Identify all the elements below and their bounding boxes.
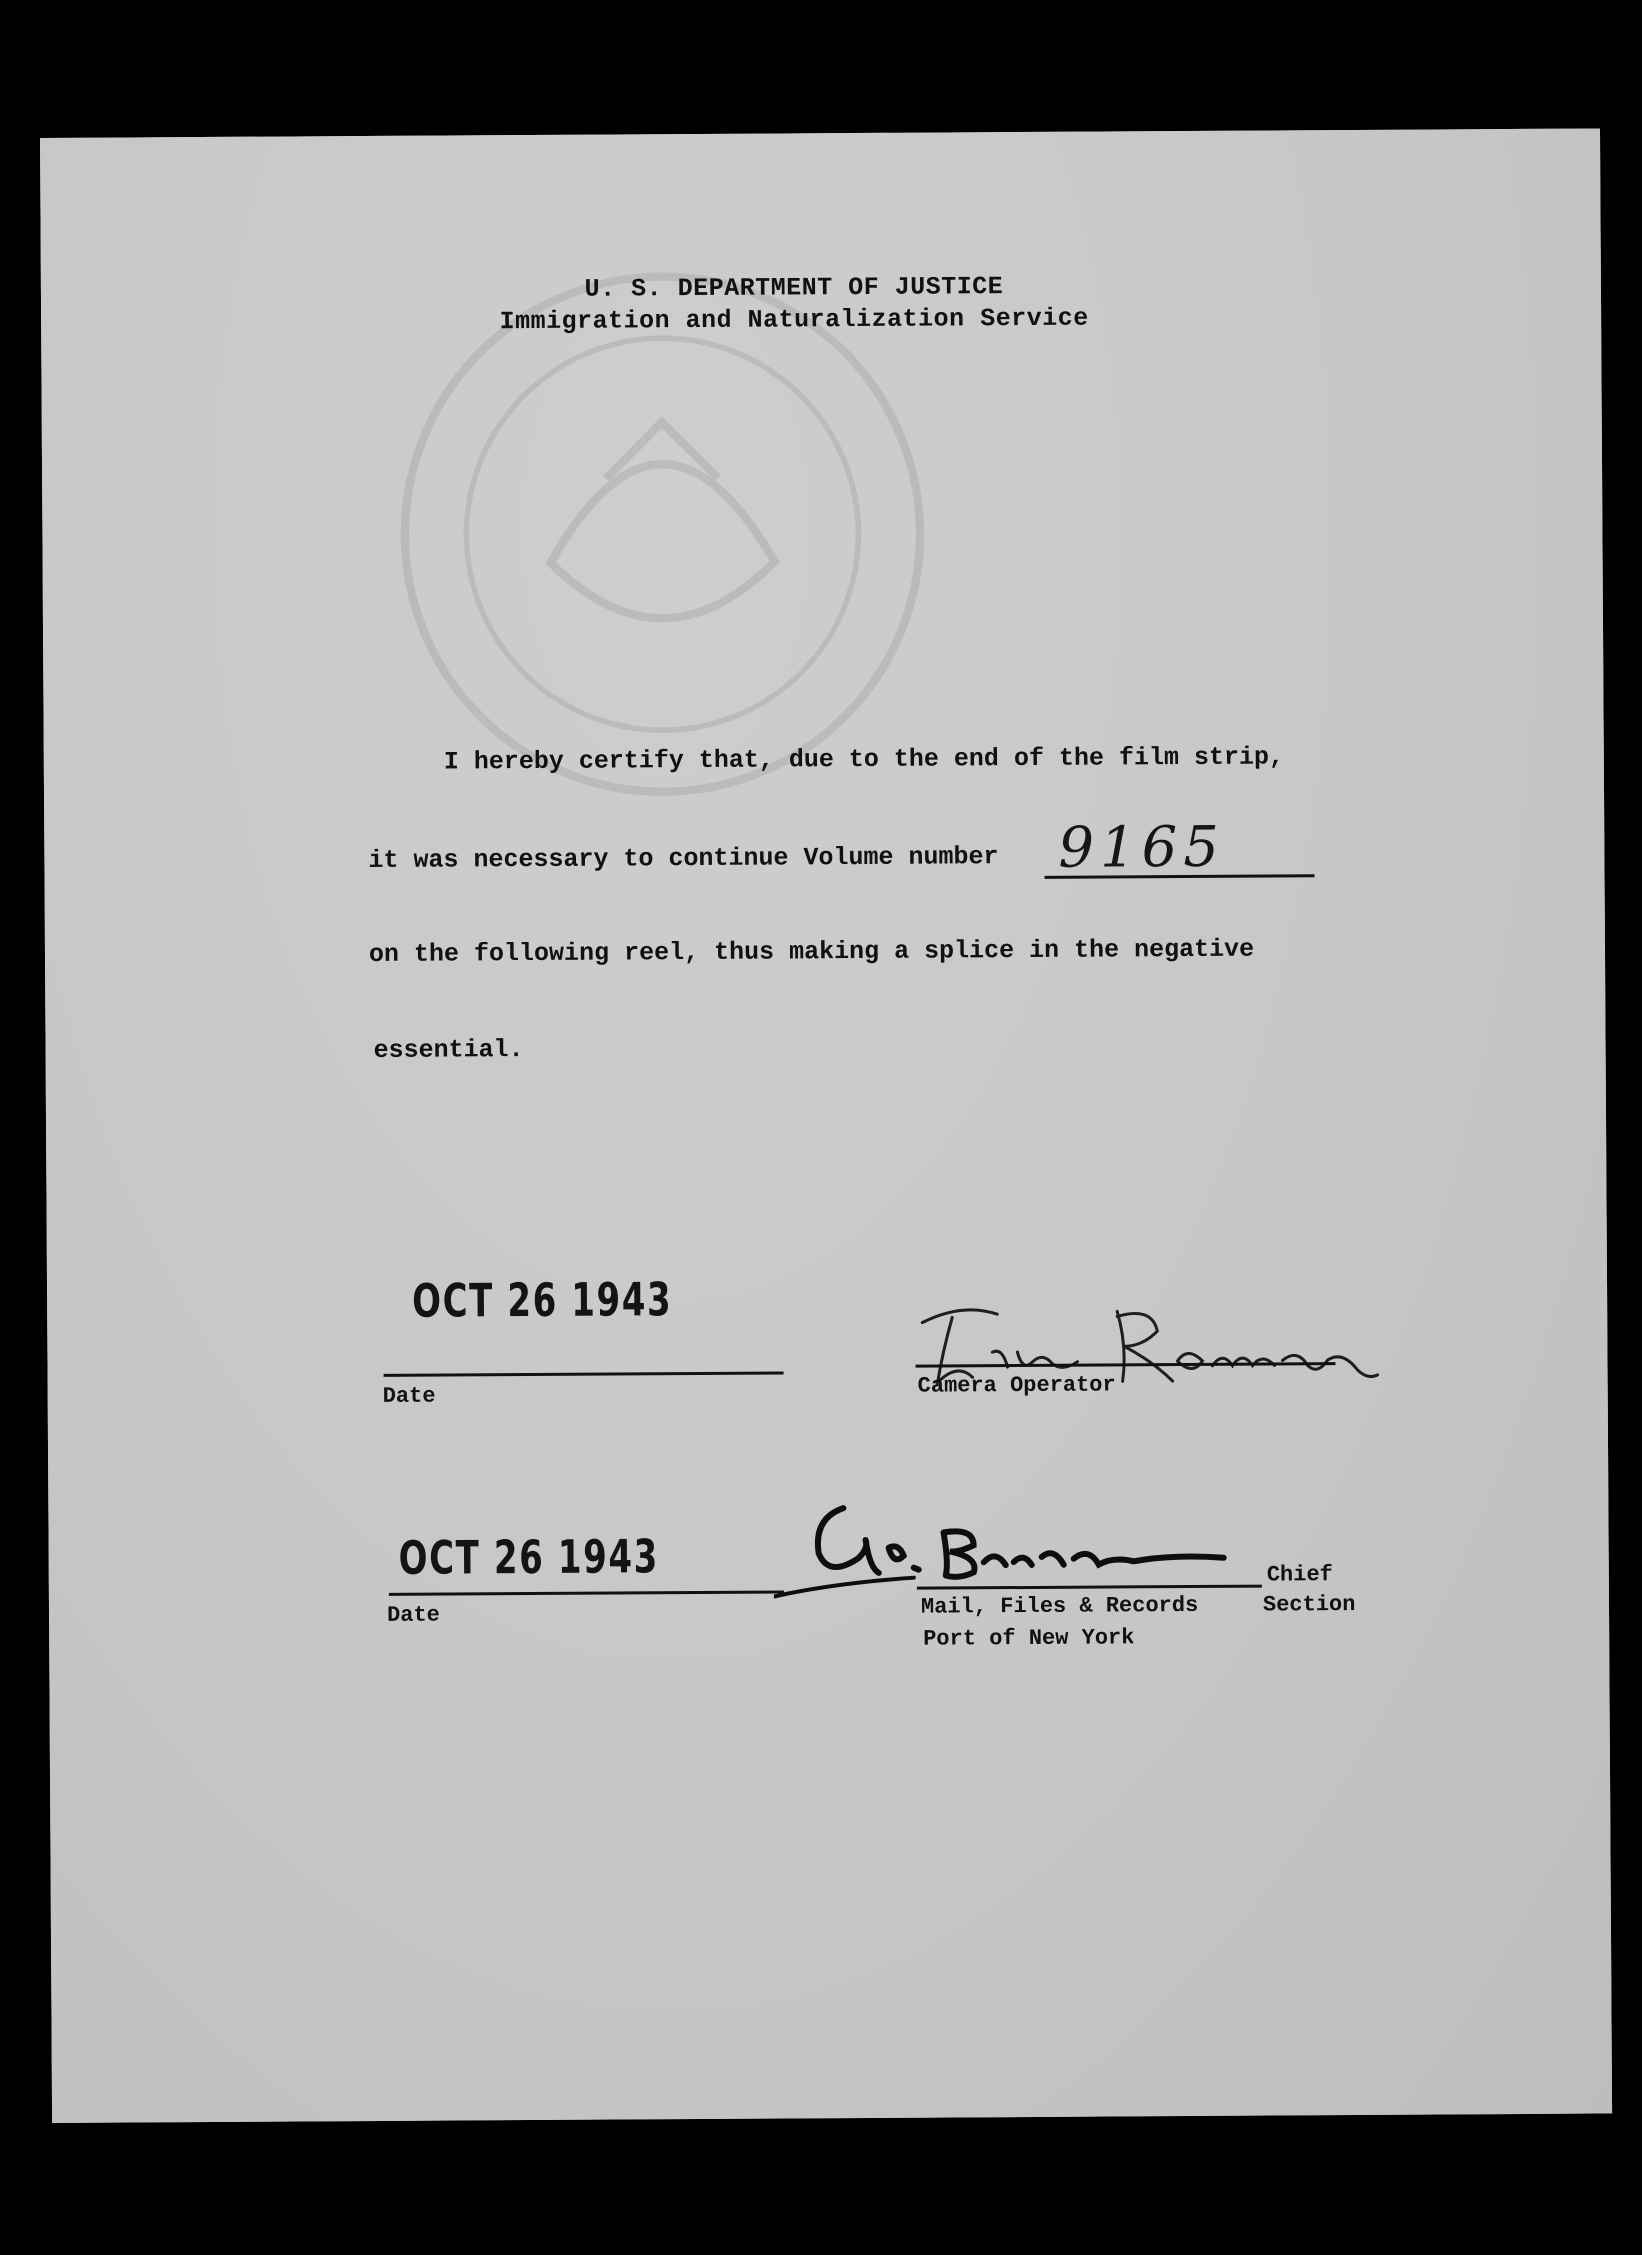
certify-line-3: on the following reel, thus making a splice in the negative	[368, 934, 1255, 970]
faded-seal-watermark	[381, 253, 944, 816]
chief-signature	[773, 1485, 1294, 1608]
service-heading: Immigration and Naturalization Service	[499, 303, 1089, 337]
port-label: Port of New York	[923, 1625, 1135, 1652]
mail-files-records-label: Mail, Files & Records	[920, 1592, 1199, 1620]
date-label-2: Date	[386, 1602, 440, 1628]
date-label-1: Date	[382, 1383, 436, 1409]
department-heading: U. S. DEPARTMENT OF JUSTICE	[584, 272, 1004, 304]
certify-line-1: I hereby certify that, due to the end of the film strip,	[443, 742, 1285, 777]
date-rule-2	[389, 1590, 784, 1595]
section-label: Section	[1262, 1591, 1356, 1618]
document-page	[40, 128, 1612, 2122]
date-stamp-2: OCT 26 1943	[398, 1529, 660, 1585]
camera-operator-label: Camera Operator	[917, 1372, 1116, 1399]
certify-line-2: it was necessary to continue Volume number	[368, 842, 999, 876]
certify-line-4: essential.	[373, 1035, 524, 1065]
volume-number-handwritten: 9165	[1058, 814, 1226, 881]
chief-title: Chief	[1266, 1562, 1333, 1588]
date-rule-1	[384, 1371, 784, 1376]
date-stamp-1: OCT 26 1943	[411, 1272, 673, 1328]
